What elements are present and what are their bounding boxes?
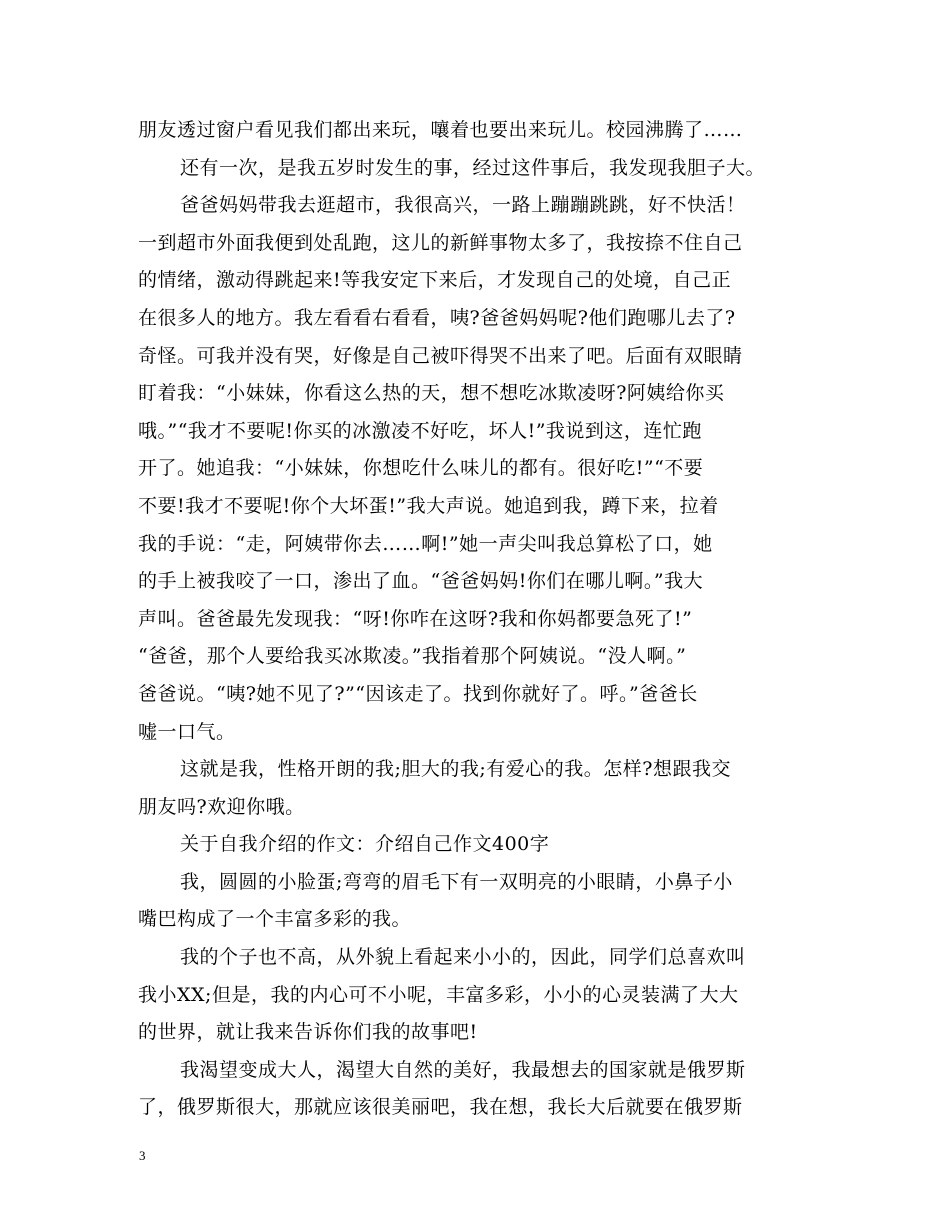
text-line: 爸爸说。“咦?她不见了?”“因该走了。找到你就好了。呼。”爸爸长 <box>138 682 698 705</box>
text-line: 爸爸妈妈带我去逛超市，我很高兴，一路上蹦蹦跳跳，好不快活！ <box>180 194 746 217</box>
page-number: 3 <box>139 1148 146 1163</box>
text-line: 我的手说：“走，阿姨带你去……啊!”她一声尖叫我总算松了口，她 <box>138 532 713 555</box>
text-line: 在很多人的地方。我左看看右看看，咦?爸爸妈妈呢?他们跑哪儿去了? <box>138 306 736 329</box>
text-line: 盯着我：“小妹妹，你看这么热的天，想不想吃冰欺凌呀?阿姨给你买 <box>138 382 725 405</box>
text-line: 哦。”“我才不要呢!你买的冰激凌不好吃，坏人!”我说到这，连忙跑 <box>138 419 702 442</box>
text-line: 的手上被我咬了一口，渗出了血。“爸爸妈妈!你们在哪儿啊。”我大 <box>138 570 704 593</box>
text-line: 的情绪，激动得跳起来!等我安定下来后，才发现自己的处境，自己正 <box>138 269 732 292</box>
text-line: 奇怪。可我并没有哭，好像是自己被吓得哭不出来了吧。后面有双眼睛 <box>138 344 743 367</box>
text-line: 不要!我才不要呢!你个大坏蛋!”我大声说。她追到我，蹲下来，拉着 <box>138 494 719 517</box>
text-line: 我，圆圆的小脸蛋;弯弯的眉毛下有一双明亮的小眼睛，小鼻子小 <box>180 870 733 893</box>
text-line: 我渴望变成大人，渴望大自然的美好，我最想去的国家就是俄罗斯 <box>180 1058 746 1081</box>
text-line: “爸爸，那个人要给我买冰欺凌。”我指着那个阿姨说。“没人啊。” <box>138 645 687 668</box>
text-line: 的世界，就让我来告诉你们我的故事吧! <box>138 1021 478 1044</box>
body-text <box>138 112 818 1127</box>
text-line: 这就是我，性格开朗的我;胆大的我;有爱心的我。怎样?想跟我交 <box>180 758 731 781</box>
text-line: 嘴巴构成了一个丰富多彩的我。 <box>138 908 412 931</box>
text-line: 关于自我介绍的作文：介绍自己作文400字 <box>180 833 550 856</box>
text-line: 一到超市外面我便到处乱跑，这儿的新鲜事物太多了，我按捺不住自己 <box>138 231 743 254</box>
text-line: 开了。她追我：“小妹妹，你想吃什么味儿的都有。很好吃!”“不要 <box>138 457 704 480</box>
text-line: 我小XX;但是，我的内心可不小呢，丰富多彩，小小的心灵装满了大大 <box>138 983 739 1006</box>
text-line: 还有一次，是我五岁时发生的事，经过这件事后，我发现我胆子大。 <box>180 156 766 179</box>
text-line: 了，俄罗斯很大，那就应该很美丽吧，我在想，我长大后就要在俄罗斯 <box>138 1096 743 1119</box>
text-line: 朋友透过窗户看见我们都出来玩，嚷着也要出来玩儿。校园沸腾了…… <box>138 119 743 141</box>
text-line: 嘘一口气。 <box>138 720 236 743</box>
text-line: 声叫。爸爸最先发现我：“呀!你咋在这呀?我和你妈都要急死了!” <box>138 607 693 630</box>
text-line: 朋友吗?欢迎你哦。 <box>138 795 305 818</box>
text-line: 我的个子也不高，从外貌上看起来小小的，因此，同学们总喜欢叫 <box>180 946 746 969</box>
